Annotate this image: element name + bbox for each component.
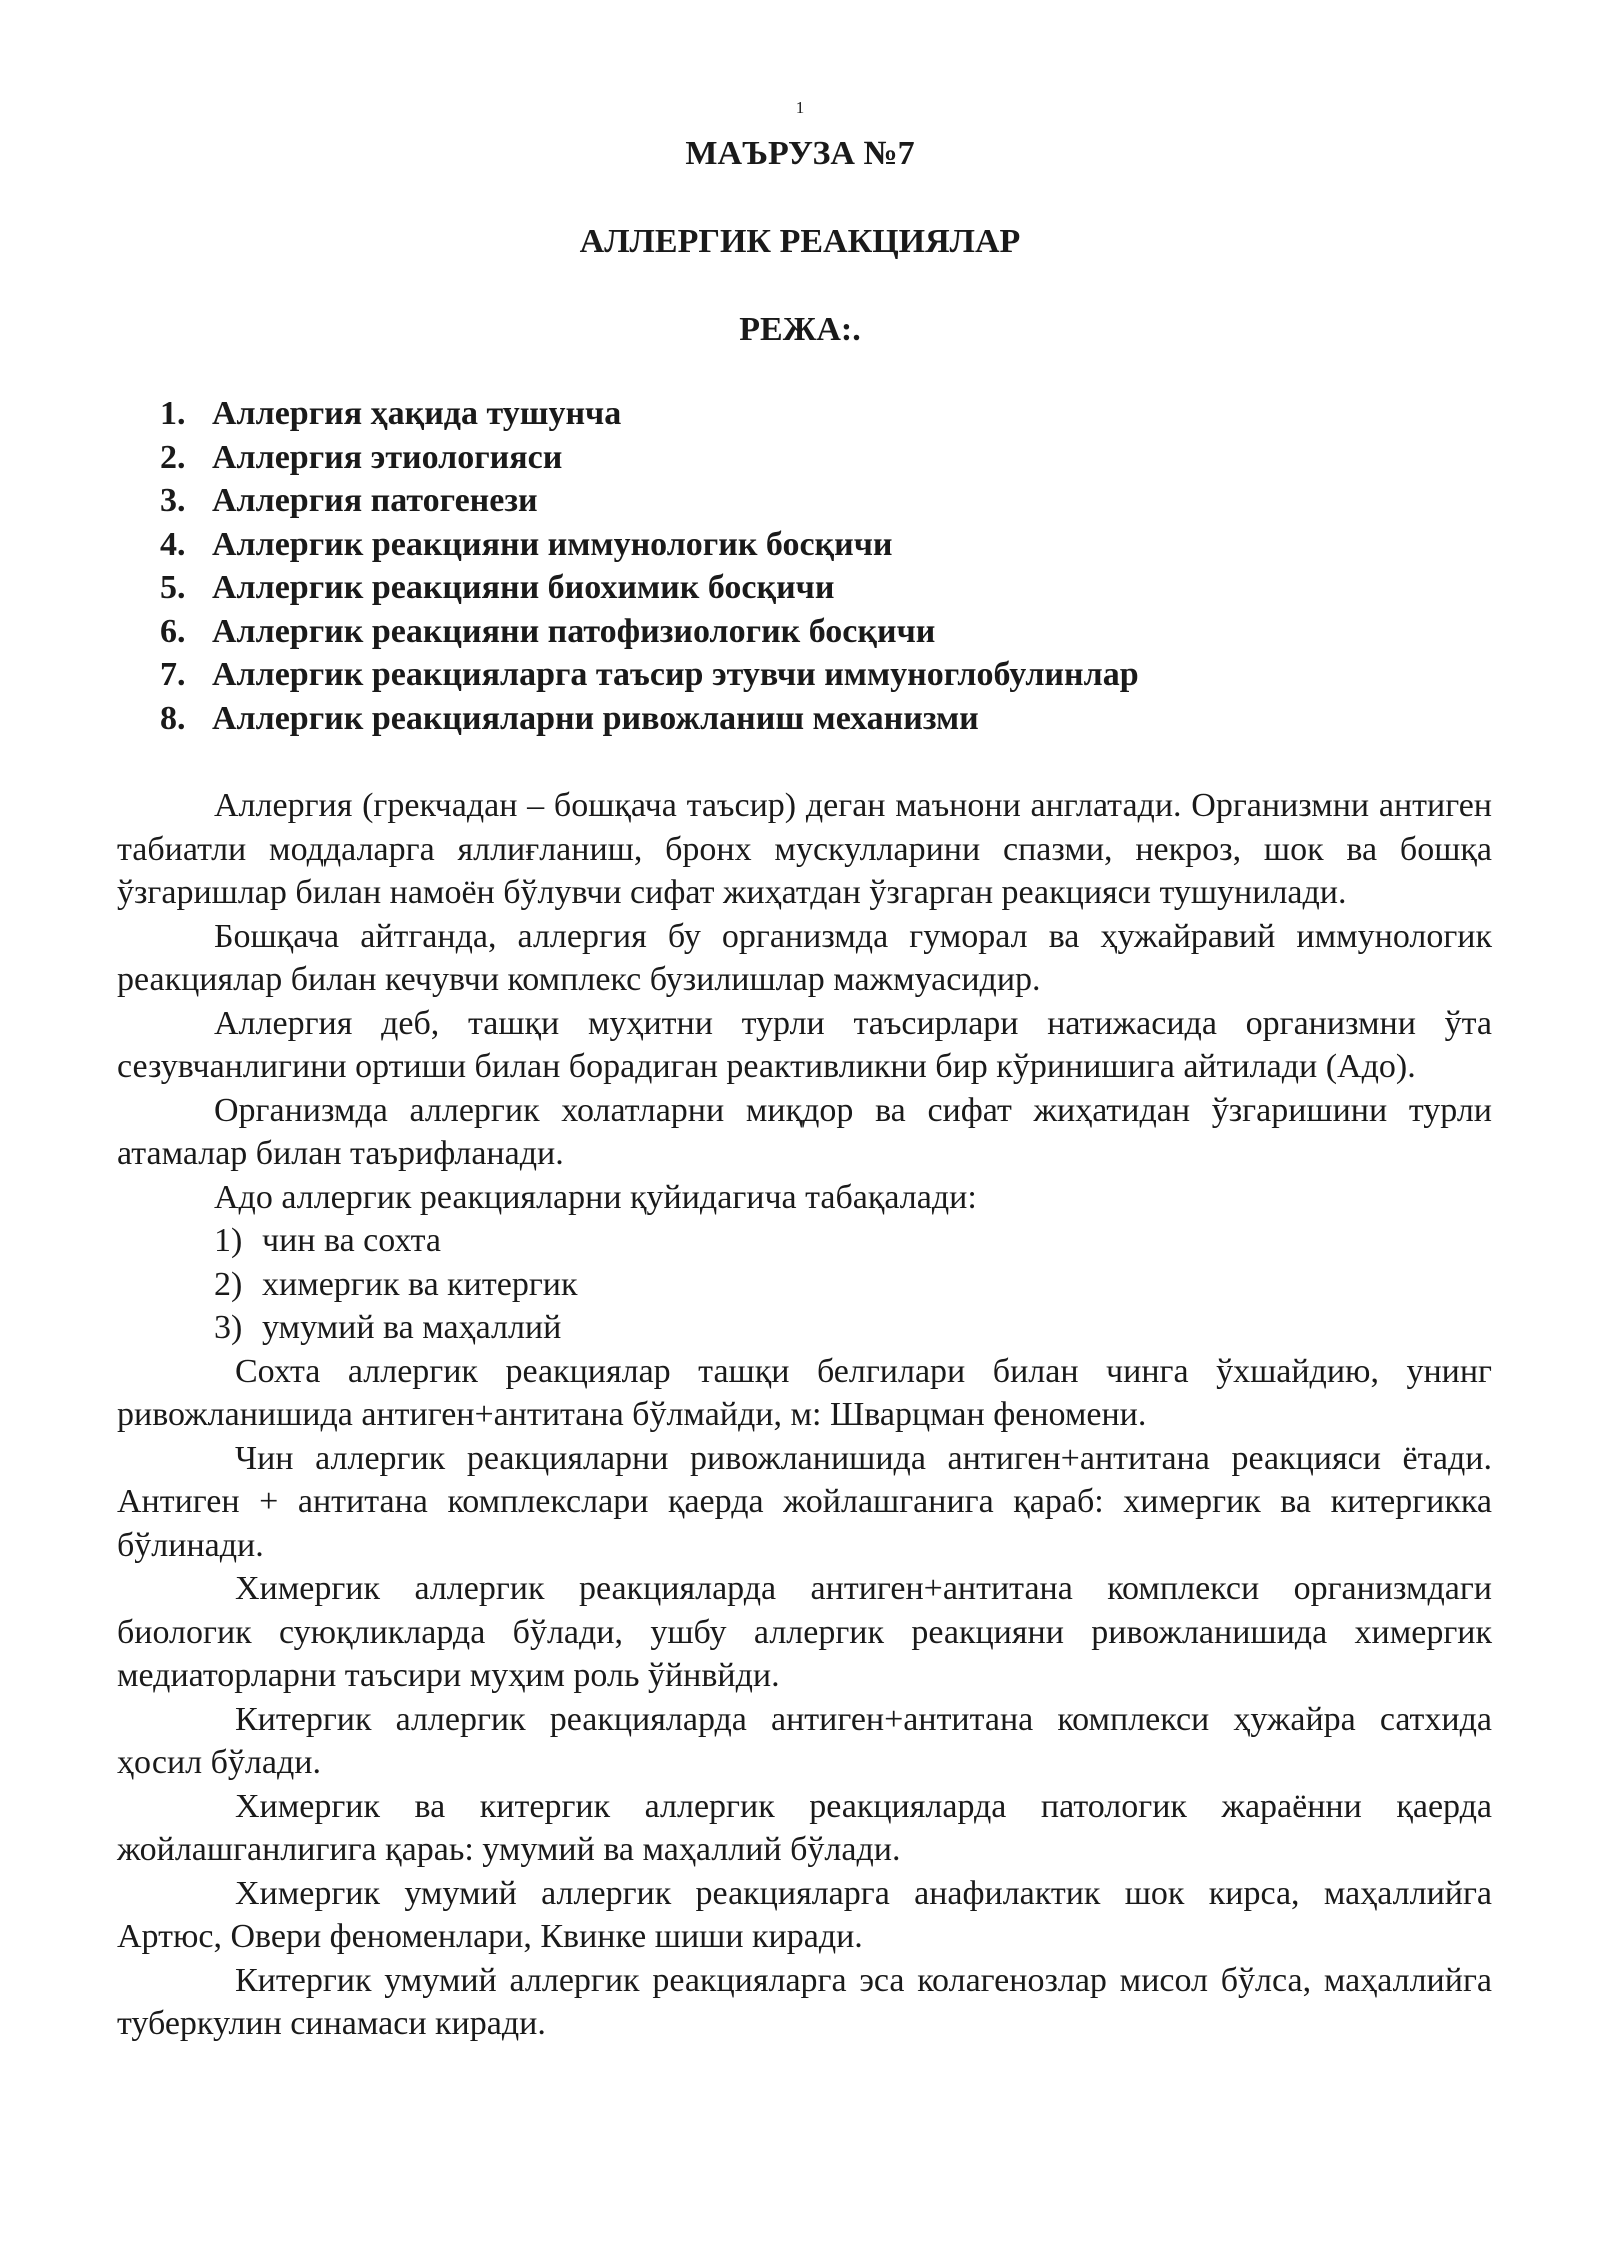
classification-item-text: чин ва сохта: [262, 1222, 441, 1259]
lecture-number-heading: МАЪРУЗА №7: [685, 135, 915, 172]
paragraph: Организмда аллергик холатларни миқдор ва сифат жиҳатидан ўзгаришини турли атамалар билан таърифланади.: [117, 1091, 1492, 1172]
plan-item-text: Аллергия этиологияси: [212, 438, 563, 476]
plan-item-number: 8.: [160, 699, 186, 737]
plan-item-number: 5.: [160, 569, 186, 606]
classification-item: [117, 1219, 1492, 1263]
paragraph: Аллергия деб, ташқи муҳитни турли таъсирлари натижасида организмни ўта сезувчанлигини ортиши билан борадиган реактивликни бир кўринишига айтилади (Адо).: [117, 1004, 1492, 1085]
document-title: АЛЛЕРГИК РЕАКЦИЯЛАР: [579, 223, 1021, 260]
classification-item-text: химергик ва китергик: [262, 1265, 578, 1303]
paragraph: Китергик умумий аллергик реакцияларга эса колагенозлар мисол бўлса, маҳаллийга туберкулин синамаси киради.: [117, 1961, 1492, 2042]
paragraph: Химергик ва китергик аллергик реакцияларда патологик жараённи қаерда жойлашганлигига қараь: умумий ва маҳаллий бўлади.: [117, 1787, 1492, 1868]
classification-item-text: умумий ва маҳаллий: [262, 1309, 562, 1346]
plan-list: [160, 392, 1510, 740]
paragraph: Китергик аллергик реакцияларда антиген+антитана комплекси ҳужайра сатхида ҳосил бўлади.: [117, 1700, 1492, 1781]
paragraph: Аллергия (грекчадан – бошқача таъсир) деган маънони англатади. Организмни антиген табиатли моддаларга яллиғланиш, бронх мускулларини спазми, некроз, шок ва бошқа ўзгаришлар билан намоён бўлувчи сифат жиҳатдан ўзгарган реакцияси тушунилади.: [117, 787, 1492, 911]
plan-item: [160, 436, 1510, 480]
plan-item-text: Аллергик реакцияларга таъсир этувчи иммуноглобулинлар: [212, 656, 1139, 693]
plan-item-text: Аллергик реакцияни иммунологик босқичи: [212, 525, 893, 563]
plan-item-number: 6.: [160, 612, 186, 650]
classification-item-number: 3): [214, 1309, 243, 1346]
paragraph: Бошқача айтганда, аллергия бу организмда гуморал ва ҳужайравий иммунологик реакциялар билан кечувчи комплекс бузилишлар мажмуасидир.: [117, 917, 1492, 998]
plan-item-number: 7.: [160, 656, 186, 693]
classification-item: [117, 1263, 1492, 1307]
plan-item: [160, 566, 1510, 610]
plan-item-number: 3.: [160, 482, 186, 519]
plan-item-text: Аллергия ҳақида тушунча: [212, 395, 622, 432]
page-number: 1: [795, 98, 805, 117]
plan-item-text: Аллергик реакцияларни ривожланиш механизми: [212, 699, 979, 737]
paragraph: Адо аллергик реакцияларни қуйидагича табақалади:: [214, 1178, 977, 1216]
plan-item: [160, 523, 1510, 567]
plan-item-text: Аллергик реакцияни биохимик босқичи: [212, 569, 835, 606]
paragraph: Химергик аллергик реакцияларда антиген+антитана комплекси организмдаги биологик суюқликларда бўлади, ушбу аллергик реакцияни ривожланишида химергик медиаторларни таъсири муҳим роль ўйнвйди.: [117, 1570, 1492, 1694]
plan-item: [160, 392, 1510, 436]
classification-item-number: 1): [214, 1222, 243, 1259]
paragraph: Сохта аллергик реакциялар ташқи белгилари билан чинга ўхшайдию, унинг ривожланишида антиген+антитана бўлмайди, м: Шварцман феномени.: [117, 1352, 1492, 1433]
paragraph: Химергик умумий аллергик реакцияларга анафилактик шок кирса, маҳаллийга Артюс, Овери феноменлари, Квинке шиши киради.: [117, 1874, 1492, 1955]
plan-item: [160, 653, 1510, 697]
paragraph: Чин аллергик реакцияларни ривожланишида антиген+антитана реакцияси ётади. Антиген + антитана комплекслари қаерда жойлашганига қараб: химергик ва китергикка бўлинади.: [117, 1439, 1492, 1564]
plan-item: [160, 697, 1510, 741]
plan-item: [160, 479, 1510, 523]
body-text: [117, 784, 1492, 2046]
plan-item-number: 1.: [160, 395, 186, 432]
classification-item-number: 2): [214, 1265, 243, 1303]
plan-item: [160, 610, 1510, 654]
plan-item-text: Аллергик реакцияни патофизиологик босқичи: [212, 612, 936, 650]
plan-item-number: 4.: [160, 525, 186, 563]
plan-item-number: 2.: [160, 438, 186, 476]
plan-item-text: Аллергия патогенези: [212, 482, 538, 519]
plan-heading: РЕЖА:.: [739, 311, 861, 348]
classification-item: [117, 1306, 1492, 1350]
